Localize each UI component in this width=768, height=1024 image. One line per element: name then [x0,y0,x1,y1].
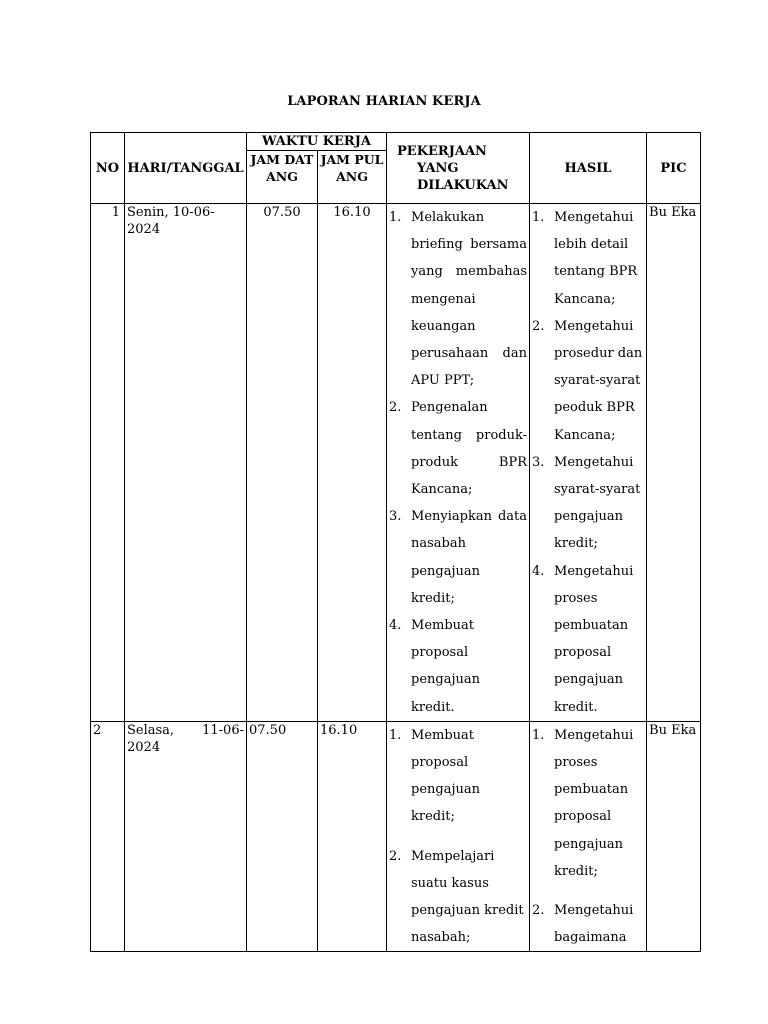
hasil-item: 2. Mengetahui bagaimana [532,903,634,946]
pekerjaan-item: 4. Membuat proposal pengajuan kredit. [389,618,481,715]
header-no: NO [91,133,125,204]
report-table [90,132,701,952]
hasil-item: 2. Mengetahui prosedur dan syarat-syarat peoduk BPR Kancana; [532,318,643,443]
pekerjaan-item: 2. Mempelajari suatu kasus pengajuan kredit nasabah; [389,848,524,946]
pekerjaan-item: 1. Melakukan briefing bersama yang membahas mengenai keuangan perusahaan dan APU PPT; [389,210,528,389]
header-pic: PIC [647,133,701,204]
header-waktu-kerja: WAKTU KERJA [247,133,387,151]
header-hasil: HASIL [530,133,647,204]
row-no: 1 [91,204,125,722]
row-jam-pulang: 16.10 [318,204,387,722]
hasil-item: 1. Mengetahui lebih detail tentang BPR Kancana; [532,210,638,307]
header-pekerjaan-line-2: YANG [417,160,459,176]
row-pekerjaan [387,721,530,952]
row-hasil [530,721,647,952]
header-pekerjaan-line-3: DILAKUKAN [417,177,509,193]
hasil-item: 4. Mengetahui proses pembuatan proposal pengajuan kredit. [532,563,634,715]
header-pekerjaan [387,133,530,204]
row-hari: Selasa, [127,722,175,738]
header-jam-datang: JAM DATANG [247,151,318,204]
row-hasil [530,204,647,722]
hasil-item: 1. Mengetahui proses pembuatan proposal pengajuan kredit; [532,727,634,879]
hasil-item: 3. Mengetahui syarat-syarat pengajuan kredit; [532,454,641,552]
row-tahun: 2024 [127,739,161,755]
header-pekerjaan-line-1: PEKERJAAN [397,143,487,159]
row-pic: Bu Eka [647,721,701,952]
row-hari-tanggal: Senin, 10-06-2024 [125,204,247,722]
table-header [91,133,701,204]
pekerjaan-item: 2. Pengenalan tentang produk-produk BPR Kancana; [389,400,528,498]
header-hari-tanggal: HARI/TANGGAL [125,133,247,204]
table-row [91,721,701,952]
header-jam-pulang: JAM PULANG [318,151,387,204]
row-pekerjaan [387,204,530,722]
row-tanggal-part: 11-06- [202,722,244,738]
row-no: 2 [91,721,125,952]
table-row [91,204,701,722]
row-hari-tanggal [125,721,247,952]
row-jam-datang: 07.50 [247,721,318,952]
pekerjaan-item: 1. Membuat proposal pengajuan kredit; [389,727,481,825]
pekerjaan-item: 3. Menyiapkan data nasabah pengajuan kredit; [389,509,528,606]
page-title: LAPORAN HARIAN KERJA [287,94,481,109]
row-jam-pulang: 16.10 [318,721,387,952]
row-jam-datang: 07.50 [247,204,318,722]
row-pic: Bu Eka [647,204,701,722]
